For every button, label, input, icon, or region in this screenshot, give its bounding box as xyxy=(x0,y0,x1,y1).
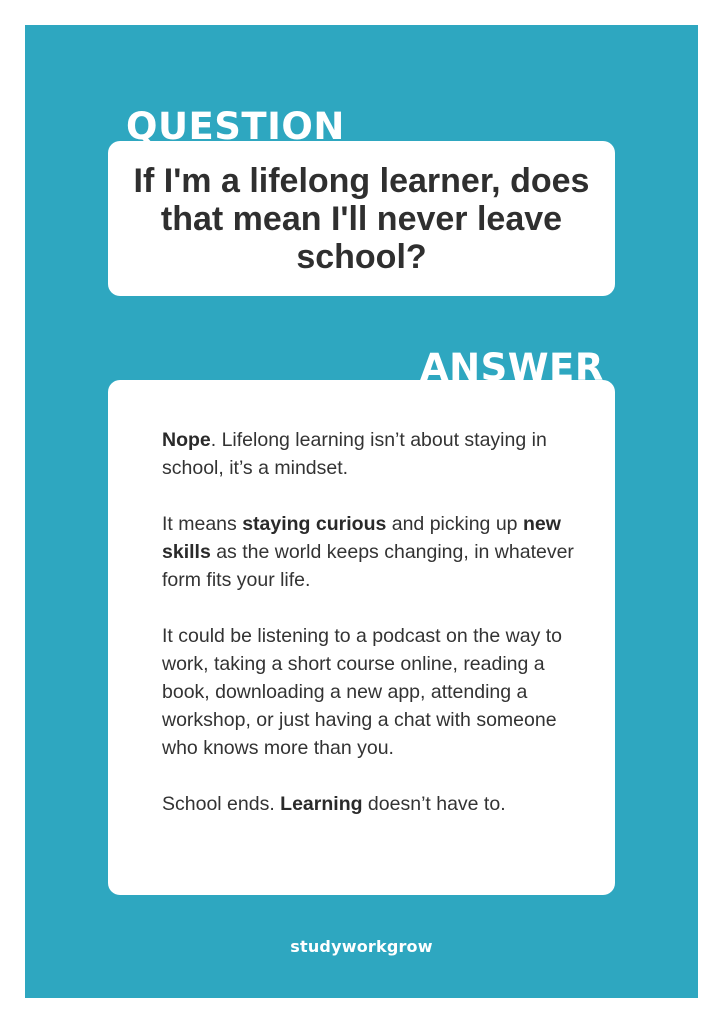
question-heading: QUESTION xyxy=(126,105,345,148)
answer-paragraph-1-text: . Lifelong learning isn’t about staying in school, it’s a mindset. xyxy=(162,429,547,479)
answer-paragraph-2 xyxy=(162,510,592,594)
answer-heading: ANSWER xyxy=(420,346,604,389)
question-text: If I'm a lifelong learner, does that mean I'll never leave school? xyxy=(133,161,590,276)
answer-paragraph-2-part-c: as the world keeps changing, in whatever form fits your life. xyxy=(162,541,574,591)
answer-paragraph-2-part-b: and picking up xyxy=(386,513,523,535)
answer-paragraph-3 xyxy=(162,622,592,762)
bold-learning: Learning xyxy=(280,793,363,815)
bold-staying-curious: staying curious xyxy=(242,513,387,535)
answer-body xyxy=(162,426,592,818)
answer-paragraph-4-part-a: School ends. xyxy=(162,793,281,815)
bold-new-skills: new skills xyxy=(162,513,561,563)
answer-card xyxy=(108,380,615,895)
answer-paragraph-1 xyxy=(162,426,592,482)
answer-paragraph-2-part-a: It means xyxy=(162,513,243,535)
answer-paragraph-4 xyxy=(162,790,592,818)
answer-paragraph-4-part-b: doesn’t have to. xyxy=(362,793,506,815)
brand-logo: studyworkgrow xyxy=(290,937,433,956)
question-card xyxy=(108,141,615,296)
answer-paragraph-3-text: It could be listening to a podcast on the way to work, taking a short course online, reading a book, downloading a new app, attending a workshop, or just having a chat with someone who knows more than you. xyxy=(162,625,563,759)
bold-nope: Nope xyxy=(162,429,211,451)
